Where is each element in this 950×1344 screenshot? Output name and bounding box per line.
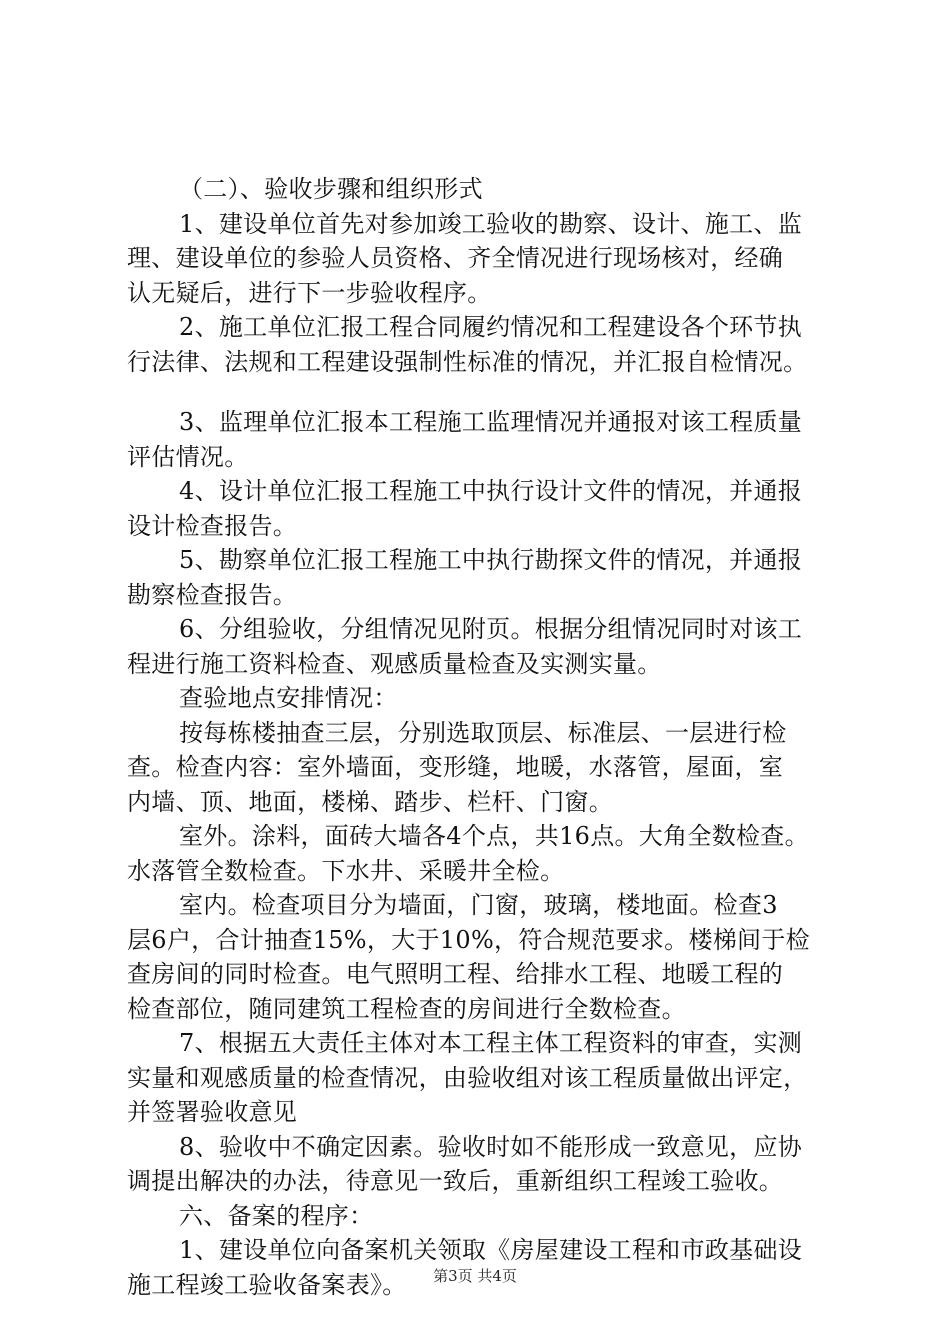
paragraph-line: 1、建设单位首先对参加竣工验收的勘察、设计、施工、监 — [179, 209, 803, 238]
section-heading: （二）、验收步骤和组织形式 — [179, 175, 483, 203]
paragraph-gap — [127, 379, 847, 405]
paragraph-line: 并签署验收意见 — [127, 1098, 298, 1126]
paragraph-line: 内墙、顶、地面，楼梯、踏步、栏杆、门窗。 — [127, 787, 613, 816]
paragraph-line: 水落管全数检查。下水井、采暖井全检。 — [127, 856, 565, 885]
paragraph-line: 7、根据五大责任主体对本工程主体工程资料的审查，实测 — [179, 1029, 803, 1057]
document-body — [127, 172, 847, 1302]
paragraph-line: 查。检查内容：室外墙面，变形缝，地暖，水落管，屋面，室 — [127, 753, 784, 781]
paragraph-line: 调提出解决的办法，待意见一致后，重新组织工程竣工验收。 — [127, 1167, 784, 1195]
paragraph-line: 3、监理单位汇报本工程施工监理情况并通报对该工程质量 — [179, 408, 803, 436]
paragraph-line: 4、设计单位汇报工程施工中执行设计文件的情况，并通报 — [179, 477, 803, 505]
paragraph-line: 8、验收中不确定因素。验收时如不能形成一致意见，应协 — [179, 1132, 803, 1161]
paragraph-line: 勘察检查报告。 — [127, 580, 298, 609]
paragraph-line: 施工程竣工验收备案表》。 — [127, 1270, 407, 1299]
paragraph-line: 评估情况。 — [127, 442, 249, 471]
paragraph-line: 2、施工单位汇报工程合同履约情况和工程建设各个环节执 — [179, 313, 803, 341]
paragraph-line: 查房间的同时检查。电气照明工程、给排水工程、地暖工程的 — [127, 960, 784, 988]
paragraph-line: 5、勘察单位汇报工程施工中执行勘探文件的情况，并通报 — [179, 546, 803, 574]
paragraph-line: 认无疑后，进行下一步验收程序。 — [127, 278, 492, 307]
paragraph-line: 实量和观感质量的检查情况，由验收组对该工程质量做出评定， — [127, 1063, 808, 1092]
paragraph-line: 6、分组验收，分组情况见附页。根据分组情况同时对该工 — [179, 615, 803, 643]
paragraph-line: 1、建设单位向备案机关领取《房屋建设工程和市政基础设 — [179, 1236, 803, 1264]
paragraph-line: 检查部位，随同建筑工程检查的房间进行全数检查。 — [127, 994, 686, 1023]
page-number-footer: 第3页 共4页 — [433, 1267, 517, 1285]
section-heading: 六、备案的程序： — [179, 1201, 374, 1230]
paragraph-line: 室外。涂料，面砖大墙各4个点，共16点。大角全数检查。 — [179, 822, 809, 850]
paragraph-line: 层6户，合计抽查15%，大于10%，符合规范要求。楼梯间于检 — [127, 925, 810, 954]
paragraph-line: 程进行施工资料检查、观感质量检查及实测实量。 — [127, 649, 662, 678]
paragraph-line: 查验地点安排情况： — [179, 684, 398, 712]
paragraph-line: 行法律、法规和工程建设强制性标准的情况，并汇报自检情况。 — [127, 347, 808, 376]
paragraph-line: 理、建设单位的参验人员资格、齐全情况进行现场核对，经确 — [127, 244, 784, 272]
paragraph-line: 室内。检查项目分为墙面，门窗，玻璃，楼地面。检查3 — [179, 891, 778, 919]
paragraph-line: 按每栋楼抽查三层，分别选取顶层、标准层、一层进行检 — [179, 718, 787, 747]
paragraph-line: 设计检查报告。 — [127, 511, 298, 540]
